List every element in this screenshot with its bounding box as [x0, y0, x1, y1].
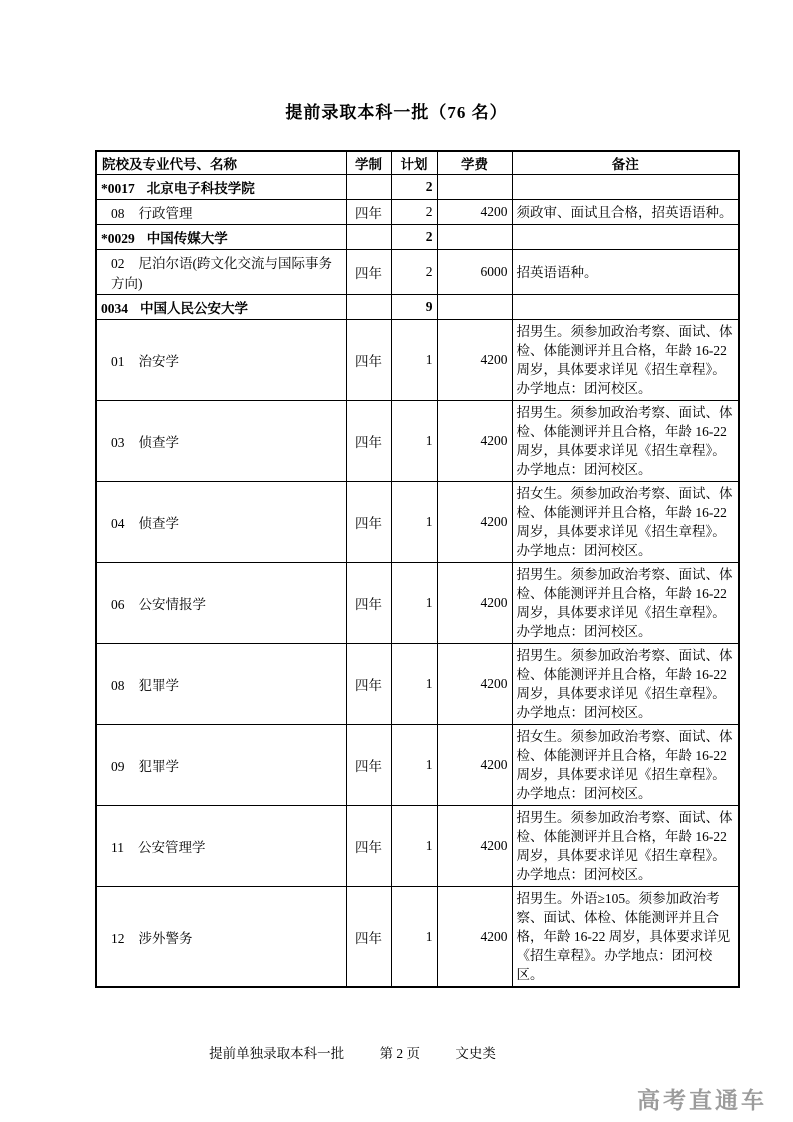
major-name: 犯罪学 [138, 678, 179, 693]
school-plan: 9 [391, 295, 437, 320]
major-name: 侦查学 [138, 516, 179, 531]
major-row [96, 250, 739, 295]
school-row [96, 225, 739, 250]
major-duration: 四年 [346, 320, 391, 401]
major-name-cell [96, 401, 346, 482]
major-name-cell [96, 644, 346, 725]
major-row [96, 644, 739, 725]
major-plan: 1 [391, 563, 437, 644]
major-duration: 四年 [346, 200, 391, 225]
major-name: 公安管理学 [138, 840, 206, 855]
major-note: 招男生。外语≥105。须参加政治考察、面试、体检、体能测评并且合格，年龄 16-22 周岁，具体要求详见《招生章程》。办学地点：团河校区。 [512, 887, 739, 988]
col-header-fee: 学费 [437, 151, 512, 175]
major-note: 招女生。须参加政治考察、面试、体检、体能测评并且合格，年龄 16-22 周岁，具体要求详见《招生章程》。办学地点：团河校区。 [512, 725, 739, 806]
major-duration: 四年 [346, 806, 391, 887]
major-code: 01 [111, 354, 125, 369]
major-duration: 四年 [346, 401, 391, 482]
major-fee: 4200 [437, 806, 512, 887]
major-row [96, 806, 739, 887]
major-plan: 1 [391, 320, 437, 401]
major-plan: 1 [391, 725, 437, 806]
major-plan: 1 [391, 644, 437, 725]
major-plan: 1 [391, 482, 437, 563]
major-note: 招男生。须参加政治考察、面试、体检、体能测评并且合格，年龄 16-22 周岁，具体要求详见《招生章程》。办学地点：团河校区。 [512, 644, 739, 725]
footer-category-label: 文史类 [455, 1046, 496, 1061]
school-note-cell [512, 175, 739, 200]
col-header-name: 院校及专业代号、名称 [96, 151, 346, 175]
school-name: 中国人民公安大学 [140, 301, 248, 316]
school-note-cell [512, 225, 739, 250]
major-duration: 四年 [346, 250, 391, 295]
major-plan: 2 [391, 250, 437, 295]
major-name: 治安学 [138, 354, 179, 369]
major-name: 尼泊尔语(跨文化交流与国际事务方向) [111, 256, 332, 291]
major-fee: 4200 [437, 482, 512, 563]
major-plan: 1 [391, 806, 437, 887]
major-duration: 四年 [346, 644, 391, 725]
watermark: 高考直通车 [637, 1087, 767, 1113]
school-name: 中国传媒大学 [146, 231, 228, 246]
major-duration: 四年 [346, 887, 391, 988]
major-name-cell [96, 250, 346, 295]
major-row [96, 401, 739, 482]
major-note: 招男生。须参加政治考察、面试、体检、体能测评并且合格，年龄 16-22 周岁，具体要求详见《招生章程》。办学地点：团河校区。 [512, 401, 739, 482]
major-fee: 6000 [437, 250, 512, 295]
major-note: 招英语语种。 [512, 250, 739, 295]
admissions-table [95, 150, 740, 988]
major-row [96, 887, 739, 988]
major-code: 03 [111, 435, 125, 450]
school-plan: 2 [391, 225, 437, 250]
page-footer [0, 1042, 793, 1062]
major-name: 犯罪学 [138, 759, 179, 774]
major-fee: 4200 [437, 320, 512, 401]
major-row [96, 320, 739, 401]
major-code: 09 [111, 759, 125, 774]
major-code: 08 [111, 206, 125, 221]
major-name-cell [96, 320, 346, 401]
major-fee: 4200 [437, 725, 512, 806]
major-note: 招男生。须参加政治考察、面试、体检、体能测评并且合格，年龄 16-22 周岁，具体要求详见《招生章程》。办学地点：团河校区。 [512, 563, 739, 644]
major-note: 招男生。须参加政治考察、面试、体检、体能测评并且合格，年龄 16-22 周岁，具体要求详见《招生章程》。办学地点：团河校区。 [512, 806, 739, 887]
major-name-cell [96, 563, 346, 644]
major-row [96, 563, 739, 644]
school-fee-cell [437, 295, 512, 320]
major-code: 02 [111, 256, 125, 271]
major-fee: 4200 [437, 401, 512, 482]
school-code: *0029 [101, 231, 135, 246]
major-note: 须政审、面试且合格，招英语语种。 [512, 200, 739, 225]
school-name-cell [96, 225, 346, 250]
table-header-row [96, 151, 739, 175]
major-name-cell [96, 725, 346, 806]
col-header-plan: 计划 [391, 151, 437, 175]
school-name: 北京电子科技学院 [146, 181, 255, 196]
major-fee: 4200 [437, 200, 512, 225]
major-name: 行政管理 [138, 206, 193, 221]
footer-batch-label: 提前单独录取本科一批 [209, 1046, 345, 1061]
school-duration-cell [346, 175, 391, 200]
major-fee: 4200 [437, 887, 512, 988]
major-plan: 1 [391, 887, 437, 988]
school-duration-cell [346, 295, 391, 320]
major-duration: 四年 [346, 482, 391, 563]
school-code: 0034 [101, 301, 128, 316]
major-duration: 四年 [346, 725, 391, 806]
school-name-cell [96, 295, 346, 320]
school-plan: 2 [391, 175, 437, 200]
major-note: 招男生。须参加政治考察、面试、体检、体能测评并且合格，年龄 16-22 周岁，具体要求详见《招生章程》。办学地点：团河校区。 [512, 320, 739, 401]
school-fee-cell [437, 175, 512, 200]
school-row [96, 295, 739, 320]
school-code: *0017 [101, 181, 135, 196]
school-duration-cell [346, 225, 391, 250]
school-note-cell [512, 295, 739, 320]
major-duration: 四年 [346, 563, 391, 644]
major-plan: 1 [391, 401, 437, 482]
major-code: 11 [111, 840, 124, 855]
col-header-note: 备注 [512, 151, 739, 175]
major-name-cell [96, 482, 346, 563]
page-title: 提前录取本科一批（76 名） [285, 103, 508, 122]
major-name-cell [96, 806, 346, 887]
major-name: 涉外警务 [138, 930, 193, 946]
major-name-cell [96, 887, 346, 988]
school-row [96, 175, 739, 200]
major-name: 侦查学 [138, 435, 179, 450]
major-note: 招女生。须参加政治考察、面试、体检、体能测评并且合格，年龄 16-22 周岁，具体要求详见《招生章程》。办学地点：团河校区。 [512, 482, 739, 563]
major-row [96, 482, 739, 563]
major-code: 12 [111, 930, 125, 946]
col-header-duration: 学制 [346, 151, 391, 175]
major-code: 04 [111, 516, 125, 531]
major-name-cell [96, 200, 346, 225]
major-row [96, 200, 739, 225]
major-plan: 2 [391, 200, 437, 225]
footer-page-number: 第 2 页 [379, 1046, 420, 1061]
major-code: 08 [111, 678, 125, 693]
major-code: 06 [111, 597, 125, 612]
major-fee: 4200 [437, 644, 512, 725]
school-name-cell [96, 175, 346, 200]
major-row [96, 725, 739, 806]
major-fee: 4200 [437, 563, 512, 644]
school-fee-cell [437, 225, 512, 250]
major-name: 公安情报学 [138, 597, 206, 612]
